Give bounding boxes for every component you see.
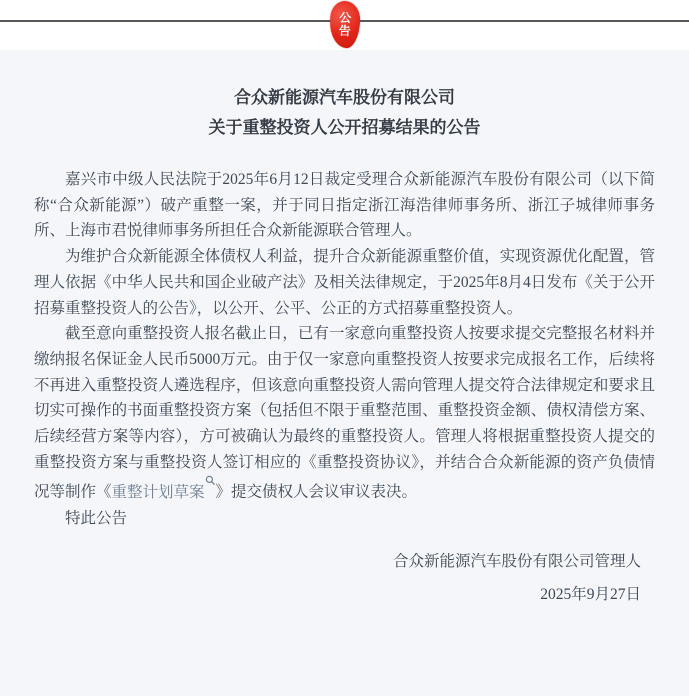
paragraph-3-text: 截至意向重整投资人报名截止日，已有一家意向重整投资人按要求提交完整报名材料并缴纳报名保证金人民币5000万元。由于仅一家意向重整投资人按要求完成报名工作，后续将不再进入重整投资人遴选程序，但该意向重整投资人需向管理人提交符合法律规定和要求且切实可操作的书面重整投资方案（包括但不限于重整范围、重整投资金额、债权清偿方案、后续经营方案等内容），方可被确认为最终的重整投资人。管理人将根据重整投资人提交的重整投资方案与重整投资人签订相应的《重整投资协议》，并结合合众新能源的资产负债情况等制作《 <box>34 325 655 501</box>
header-strip <box>0 0 689 50</box>
signature-date: 2025年9月27日 <box>540 586 641 604</box>
title-line-1: 合众新能源汽车股份有限公司 <box>234 88 455 107</box>
search-icon <box>205 483 216 494</box>
seal-char-bottom: 告 <box>338 23 351 38</box>
paragraph-recruitment-basis: 为维护合众新能源全体债权人利益，提升合众新能源重整价值，实现资源优化配置，管理人依据《中华人民共和国企业破产法》及相关法律规定，于2025年8月4日发布《关于公开招募重整投资人的公告》，以公开、公平、公正的方式招募重整投资人。 <box>34 248 655 317</box>
seal-char-top: 公 <box>338 10 351 25</box>
title-line-2: 关于重整投资人公开招募结果的公告 <box>208 118 481 137</box>
link-text: 重整计划草案 <box>111 483 205 501</box>
announcement-card <box>0 50 689 696</box>
page-title <box>34 83 655 143</box>
signer-name: 合众新能源汽车股份有限公司管理人 <box>392 553 641 571</box>
closing-line: 特此公告 <box>65 509 128 527</box>
paragraph-recruitment-result <box>34 321 655 505</box>
paragraph-court-ruling: 嘉兴市中级人民法院于2025年6月12日裁定受理合众新能源汽车股份有限公司（以下简称“合众新能源”）破产重整一案，并于同日指定浙江海浩律师事务所、浙江子城律师事务所、上海市君悦律师事务所担任合众新能源联合管理人。 <box>34 171 655 240</box>
restructuring-plan-draft-link[interactable] <box>112 484 216 501</box>
announcement-seal <box>329 0 361 48</box>
paragraph-3-tail: 》提交债权人会议审议表决。 <box>215 483 418 501</box>
signature-block <box>34 545 655 611</box>
